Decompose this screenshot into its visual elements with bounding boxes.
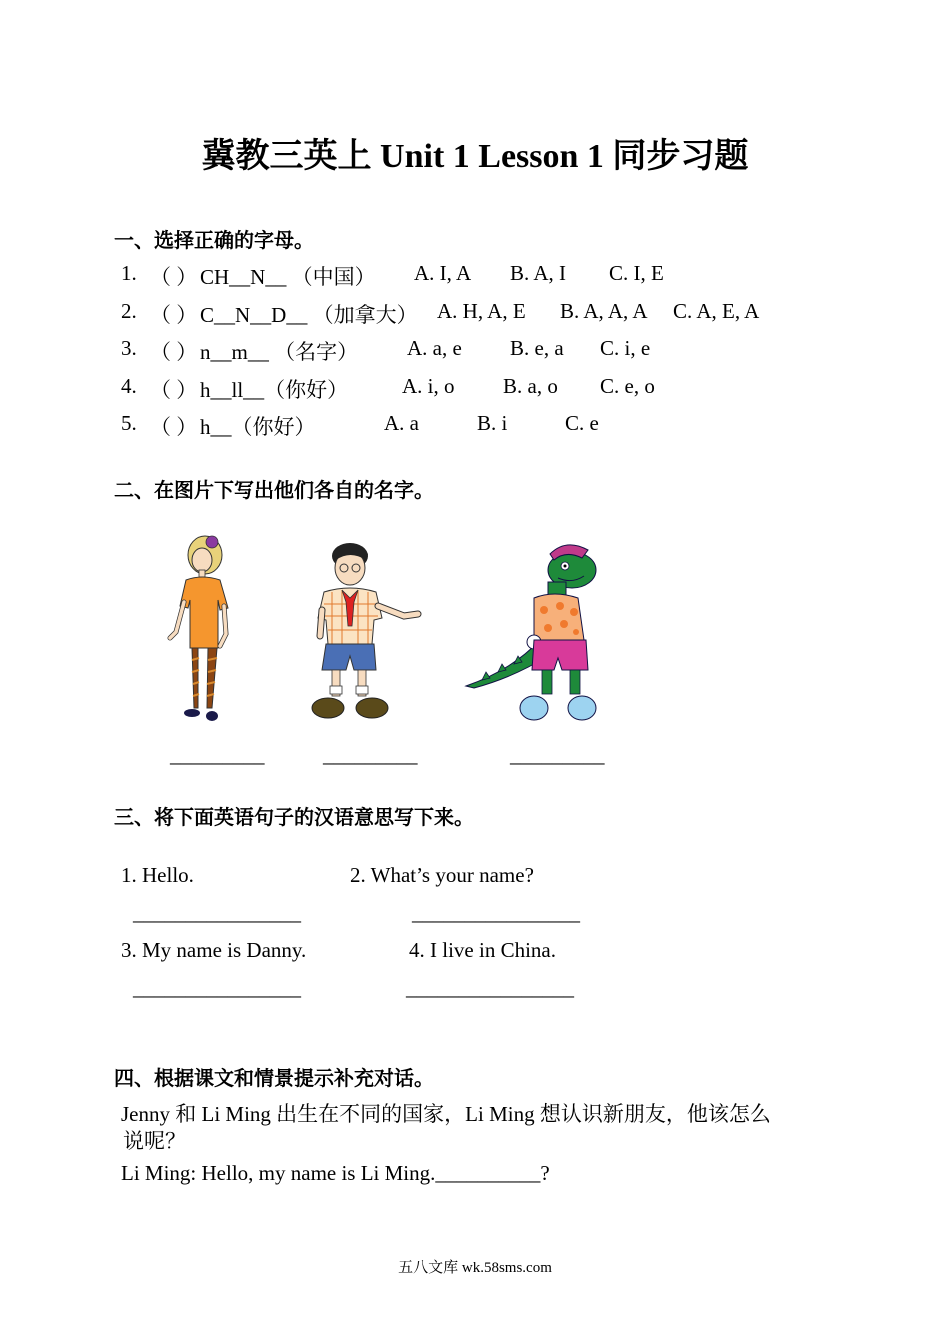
name-blank-dinosaur[interactable]: _________	[510, 743, 605, 767]
item-word: n__m__ （名字）	[200, 340, 359, 364]
item-word: h__（你好）	[200, 415, 316, 439]
translation-blank-3[interactable]: ________________	[133, 976, 301, 1000]
section3-heading: 三、将下面英语句子的汉语意思写下来。	[114, 805, 474, 829]
scenario-text-line2: 说呢？	[123, 1129, 186, 1153]
option-b: B. i	[477, 411, 508, 435]
option-a: A. a, e	[407, 336, 462, 360]
option-b: B. e, a	[510, 336, 564, 360]
item-number: 1.	[121, 261, 137, 285]
option-b: B. a, o	[503, 374, 558, 398]
sentence-2: 2. What’s your name?	[350, 863, 534, 887]
girl-illustration	[162, 530, 242, 730]
item-number: 5.	[121, 411, 137, 435]
answer-paren: （ ）	[150, 265, 198, 289]
translation-blank-2[interactable]: ________________	[412, 901, 580, 925]
option-a: A. I, A	[414, 261, 472, 285]
answer-paren: （ ）	[150, 378, 198, 402]
sentence-4: 4. I live in China.	[409, 938, 556, 962]
item-number: 3.	[121, 336, 137, 360]
option-b: B. A, A, A	[560, 299, 648, 323]
answer-paren: （ ）	[150, 415, 198, 439]
name-blank-girl[interactable]: _________	[170, 743, 265, 767]
sentence-3: 3. My name is Danny.	[121, 938, 307, 962]
scenario-text-line1: Jenny 和 Li Ming 出生在不同的国家，Li Ming 想认识新朋友，他该怎么	[121, 1102, 771, 1126]
answer-paren: （ ）	[150, 340, 198, 364]
footer: 五八文库 wk.58sms.com	[398, 1260, 552, 1276]
section2-heading: 二、在图片下写出他们各自的名字。	[114, 478, 434, 502]
option-c: C. A, E, A	[673, 299, 760, 323]
section4-heading: 四、根据课文和情景提示补充对话。	[114, 1066, 434, 1090]
option-c: C. I, E	[609, 261, 664, 285]
option-a: A. i, o	[402, 374, 455, 398]
boy-illustration	[300, 540, 430, 730]
option-a: A. a	[384, 411, 419, 435]
answer-paren: （ ）	[150, 303, 198, 327]
item-number: 2.	[121, 299, 137, 323]
section1-heading: 一、选择正确的字母。	[114, 228, 314, 252]
item-word: h__ll__（你好）	[200, 378, 349, 402]
sentence-1: 1. Hello.	[121, 863, 194, 887]
item-word: CH__N__ （中国）	[200, 265, 376, 289]
name-blank-boy[interactable]: _________	[323, 743, 418, 767]
option-c: C. i, e	[600, 336, 651, 360]
option-a: A. H, A, E	[437, 299, 526, 323]
translation-blank-1[interactable]: ________________	[133, 901, 301, 925]
item-number: 4.	[121, 374, 137, 398]
dialogue-line: Li Ming: Hello, my name is Li Ming.__________?	[121, 1161, 550, 1185]
translation-blank-4[interactable]: ________________	[406, 976, 574, 1000]
option-c: C. e, o	[600, 374, 655, 398]
item-word: C__N__D__ （加拿大）	[200, 303, 418, 327]
option-c: C. e	[565, 411, 599, 435]
page-title: 冀教三英上 Unit 1 Lesson 1 同步习题	[201, 138, 749, 175]
option-b: B. A, I	[510, 261, 567, 285]
dinosaur-illustration	[462, 540, 607, 730]
